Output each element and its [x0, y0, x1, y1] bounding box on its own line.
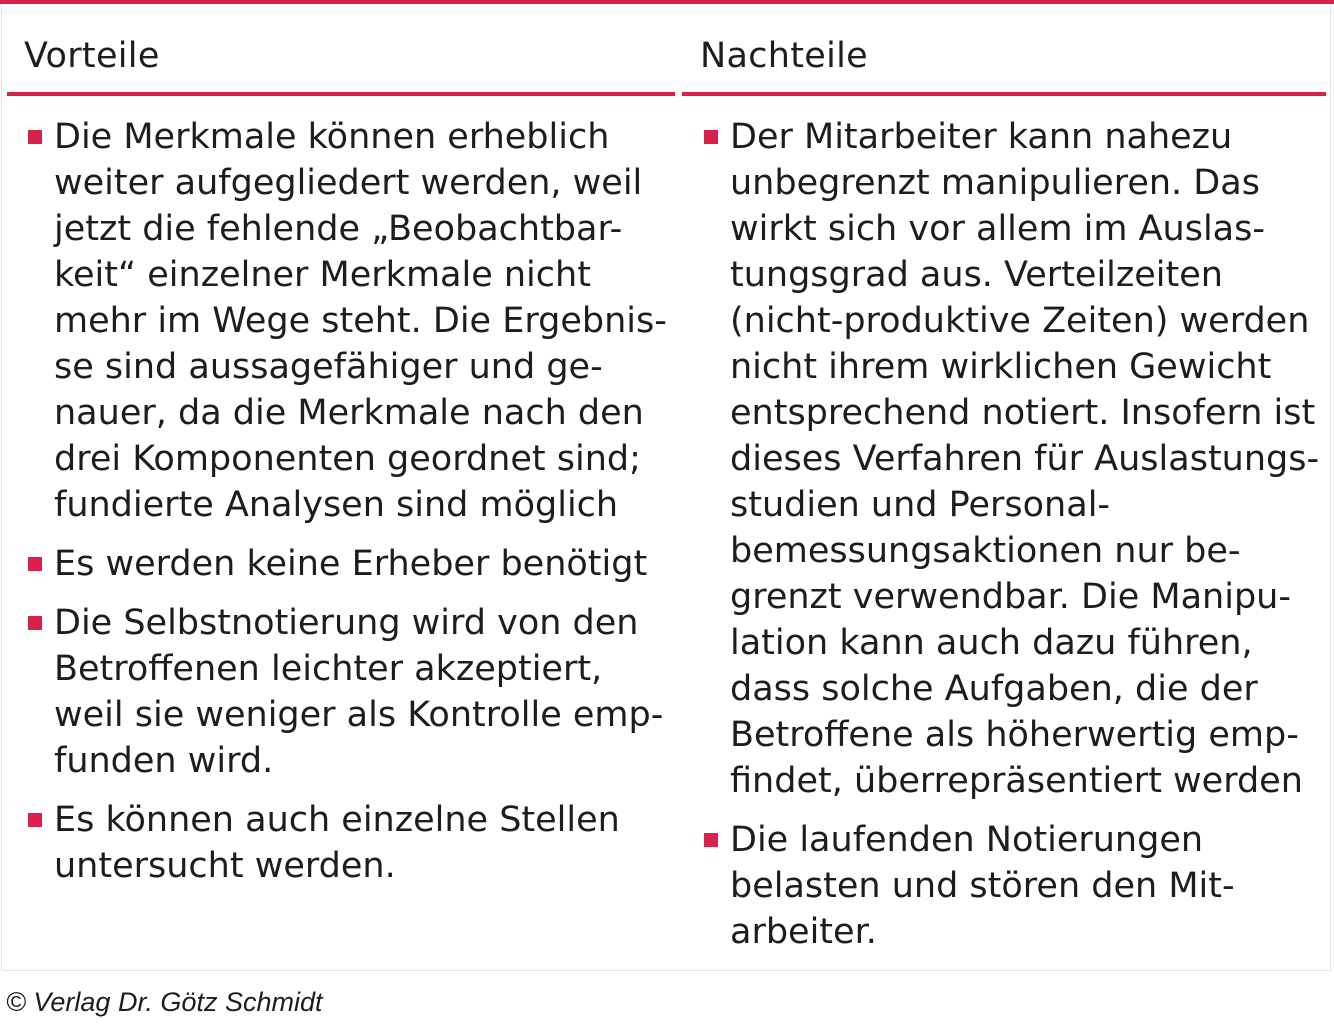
header-rule-left [7, 92, 675, 96]
list-item [702, 817, 1322, 955]
text-line: entsprechend notiert. Insofern ist [730, 393, 1316, 433]
text-line: unbegrenzt manipulieren. Das [730, 163, 1260, 203]
text-line: jetzt die fehlende „Beobachtbar- [54, 209, 623, 249]
column-header-disadvantages: Nachteile [700, 36, 868, 76]
text-line: Betroffenen leichter akzeptiert, [54, 649, 603, 689]
text-line: keit“ einzelner Merkmale nicht [54, 255, 591, 295]
text-line: untersucht werden. [54, 846, 396, 886]
advantages-list [26, 114, 666, 902]
list-item [26, 797, 666, 889]
text-line: Die Merkmale können erheblich [54, 117, 610, 157]
text-line: weiter aufgegliedert werden, weil [54, 163, 643, 203]
text-line: fundierte Analysen sind möglich [54, 485, 619, 525]
bullet-square-icon [704, 833, 718, 847]
text-line: tungsgrad aus. Verteilzeiten [730, 255, 1223, 295]
text-line: studien und Personal- [730, 485, 1111, 525]
text-line: Betroffene als höherwertig emp- [730, 715, 1299, 755]
column-header-advantages: Vorteile [24, 36, 160, 76]
text-line: se sind aussagefähiger und ge- [54, 347, 603, 387]
copyright-notice: © Verlag Dr. Götz Schmidt [6, 987, 323, 1017]
list-item [702, 114, 1322, 804]
bullet-square-icon [28, 130, 42, 144]
text-line: Die Selbstnotierung wird von den [54, 603, 639, 643]
text-line: mehr im Wege steht. Die Ergebnis- [54, 301, 667, 341]
bullet-square-icon [28, 557, 42, 571]
list-item [26, 114, 666, 528]
text-line: nicht ihrem wirklichen Gewicht [730, 347, 1272, 387]
text-line: bemessungsaktionen nur be- [730, 531, 1241, 571]
text-line: weil sie weniger als Kontrolle emp- [54, 695, 664, 735]
text-line: funden wird. [54, 741, 274, 781]
text-line: dass solche Aufgaben, die der [730, 669, 1258, 709]
text-line: grenzt verwendbar. Die Manipu- [730, 577, 1291, 617]
top-rule [0, 0, 1334, 4]
text-line: dieses Verfahren für Auslastungs- [730, 439, 1320, 479]
text-line: drei Komponenten geordnet sind; [54, 439, 641, 479]
bullet-square-icon [704, 130, 718, 144]
text-line: Der Mitarbeiter kann nahezu [730, 117, 1233, 157]
list-item [26, 541, 666, 587]
header-rule-right [682, 92, 1326, 96]
text-line: belasten und stören den Mit- [730, 866, 1235, 906]
text-line: nauer, da die Merkmale nach den [54, 393, 644, 433]
text-line: Die laufenden Notierungen [730, 820, 1204, 860]
text-line: wirkt sich vor allem im Auslas- [730, 209, 1265, 249]
text-line: findet, überrepräsentiert werden [730, 761, 1303, 801]
list-item [26, 600, 666, 784]
text-line: Es werden keine Erheber benötigt [54, 544, 648, 584]
text-line: (nicht-produktive Zeiten) werden [730, 301, 1310, 341]
bullet-square-icon [28, 813, 42, 827]
text-line: Es können auch einzelne Stellen [54, 800, 620, 840]
disadvantages-list [702, 114, 1322, 968]
bullet-square-icon [28, 616, 42, 630]
text-line: lation kann auch dazu führen, [730, 623, 1253, 663]
text-line: arbeiter. [730, 912, 877, 952]
